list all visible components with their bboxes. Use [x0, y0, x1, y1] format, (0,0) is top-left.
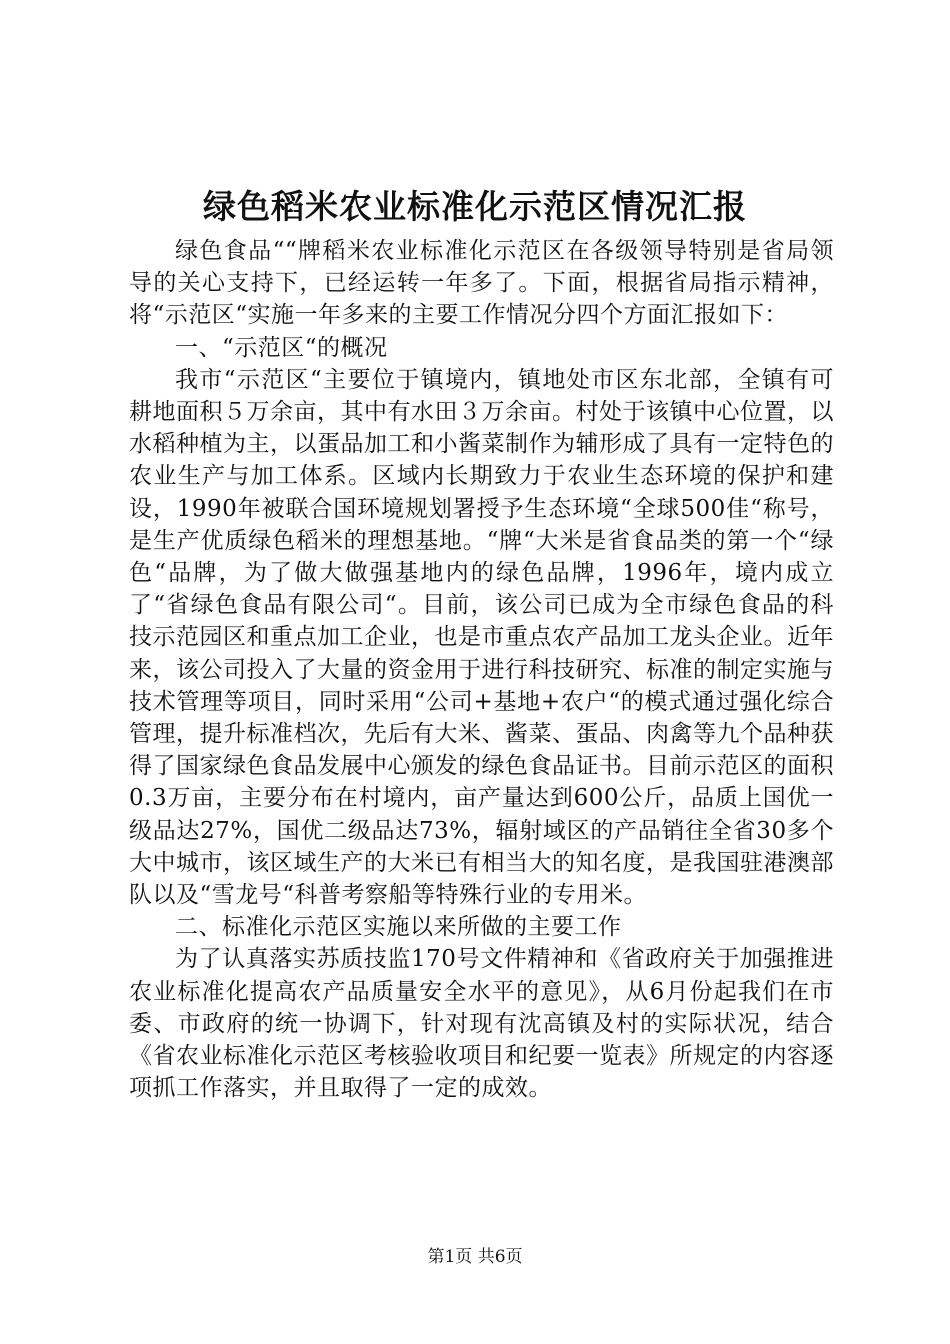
work-paragraph: 为了认真落实苏质技监170号文件精神和《省政府关于加强推进农业标准化提高农产品质量安全水平的意见》，从6月份起我们在市委、市政府的统一协调下，针对现有沈高镇及村的实际状况，结合《省农业标准化示范区考核验收项目和纪要一览表》所规定的内容逐项抓工作落实，并且取得了一定的成效。	[129, 946, 834, 1102]
intro-paragraph: 绿色食品““牌稻米农业标准化示范区在各级领导特别是省局领导的关心支持下，已经运转一年多了。下面，根据省局指示精神，将“示范区“实施一年多来的主要工作情况分四个方面汇报如下：	[129, 238, 834, 329]
section-heading-1: 一、“示范区“的概况	[175, 334, 388, 361]
section-heading-2: 二、标准化示范区实施以来所做的主要工作	[175, 914, 622, 941]
overview-paragraph: 我市“示范区“主要位于镇境内，镇地处市区东北部，全镇有可耕地面积５万余亩，其中有水田３万余亩。村处于该镇中心位置，以水稻种植为主，以蛋品加工和小酱菜制作为辅形成了具有一定特色的农业生产与加工体系。区域内长期致力于农业生态环境的保护和建设，1990年被联合国环境规划署授予生态环境“全球500佳“称号，是生产优质绿色稻米的理想基地。“牌“大米是省食品类的第一个“绿色“品牌，为了做大做强基地内的绿色品牌，1996年，境内成立了“省绿色食品有限公司“。目前，该公司已成为全市绿色食品的科技示范园区和重点加工企业，也是市重点农产品加工龙头企业。近年来，该公司投入了大量的资金用于进行科技研究、标准的制定实施与技术管理等项目，同时采用“公司+基地+农户“的模式通过强化综合管理，提升标准档次，先后有大米、酱菜、蛋品、肉禽等九个品种获得了国家绿色食品发展中心颁发的绿色食品证书。目前示范区的面积0.3万亩，主要分布在村境内，亩产量达到600公斤，品质上国优一级品达27%，国优二级品达73%，辐射域区的产品销往全省30多个大中城市，该区域生产的大米已有相当大的知名度，是我国驻港澳部队以及“雪龙号“科普考察船等特殊行业的专用米。	[129, 366, 834, 909]
document-title: 绿色稻米农业标准化示范区情况汇报	[203, 187, 747, 226]
document-body	[129, 235, 834, 1104]
page-footer: 第1页 共6页	[427, 1247, 523, 1267]
